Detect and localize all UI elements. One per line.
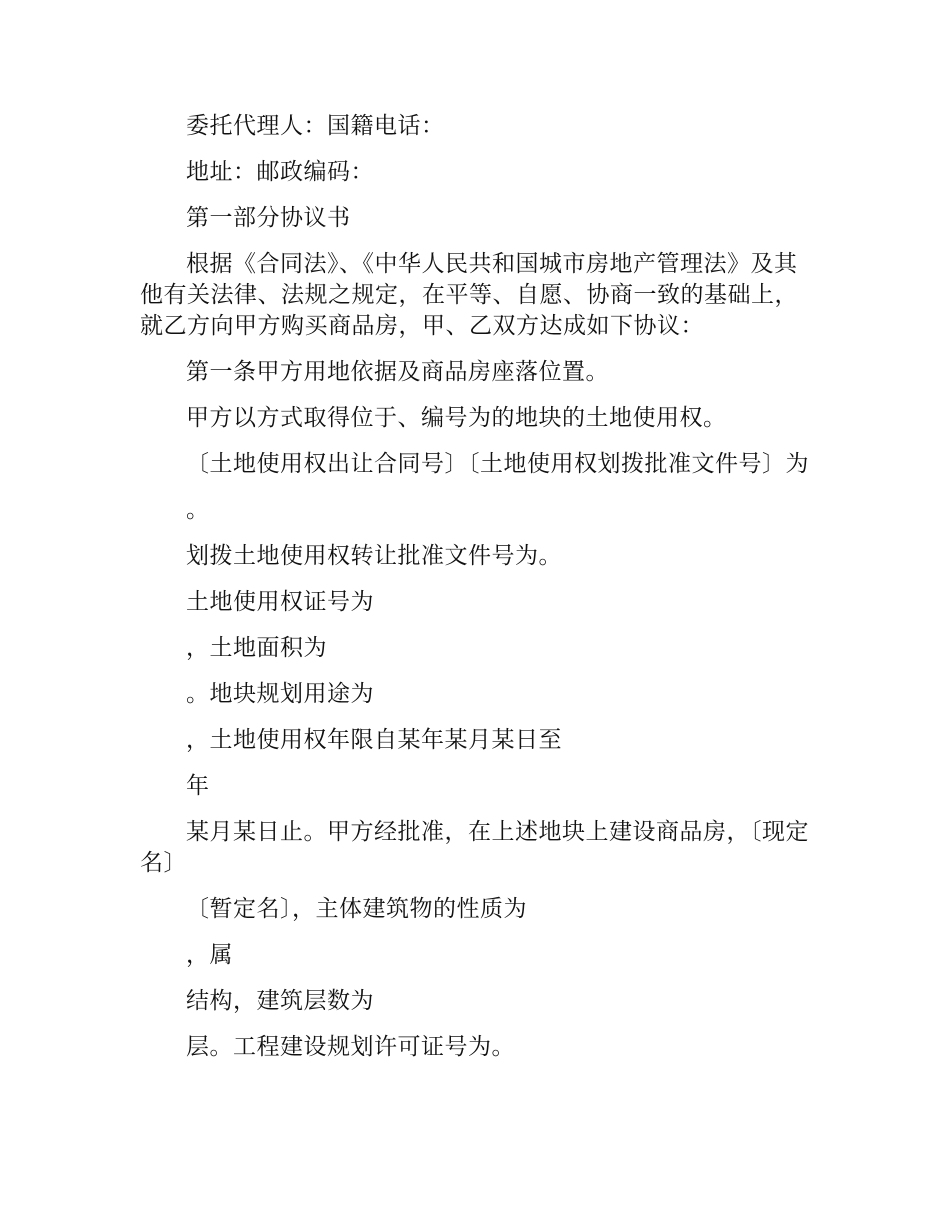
contract-body: [140, 111, 812, 1078]
paragraph: 层。工程建设规划许可证号为。: [186, 1034, 515, 1060]
article-heading: 第一条甲方用地依据及商品房座落位置。: [186, 359, 609, 385]
address-line: 地址：邮政编码：: [186, 159, 374, 185]
agent-line: 委托代理人：国籍电话：: [186, 113, 445, 139]
section-heading: 第一部分协议书: [186, 205, 351, 231]
paragraph: 年: [186, 773, 210, 799]
paragraph: 土地使用权证号为: [186, 589, 374, 615]
preamble-paragraph: 根据《合同法》、《中华人民共和国城市房地产管理法》及其他有关法律、法规之规定，在平等、自愿、协商一致的基础上，就乙方向甲方购买商品房，甲、乙双方达成如下协议：: [140, 251, 798, 339]
paragraph: 某月某日止。甲方经批准，在上述地块上建设商品房，〔现定名〕: [140, 819, 809, 876]
paragraph: 。: [186, 497, 210, 523]
paragraph: 〔土地使用权出让合同号〕〔土地使用权划拨批准文件号〕为: [186, 451, 809, 477]
paragraph: 结构，建筑层数为: [186, 988, 374, 1014]
paragraph: 。地块规划用途为: [186, 681, 374, 707]
paragraph: ，土地面积为: [186, 635, 327, 661]
paragraph: 甲方以方式取得位于、编号为的地块的土地使用权。: [186, 405, 727, 431]
paragraph: ，属: [186, 942, 233, 968]
paragraph: 〔暂定名〕，主体建筑物的性质为: [186, 896, 527, 922]
paragraph: 划拨土地使用权转让批准文件号为。: [186, 543, 562, 569]
paragraph: ，土地使用权年限自某年某月某日至: [186, 727, 562, 753]
